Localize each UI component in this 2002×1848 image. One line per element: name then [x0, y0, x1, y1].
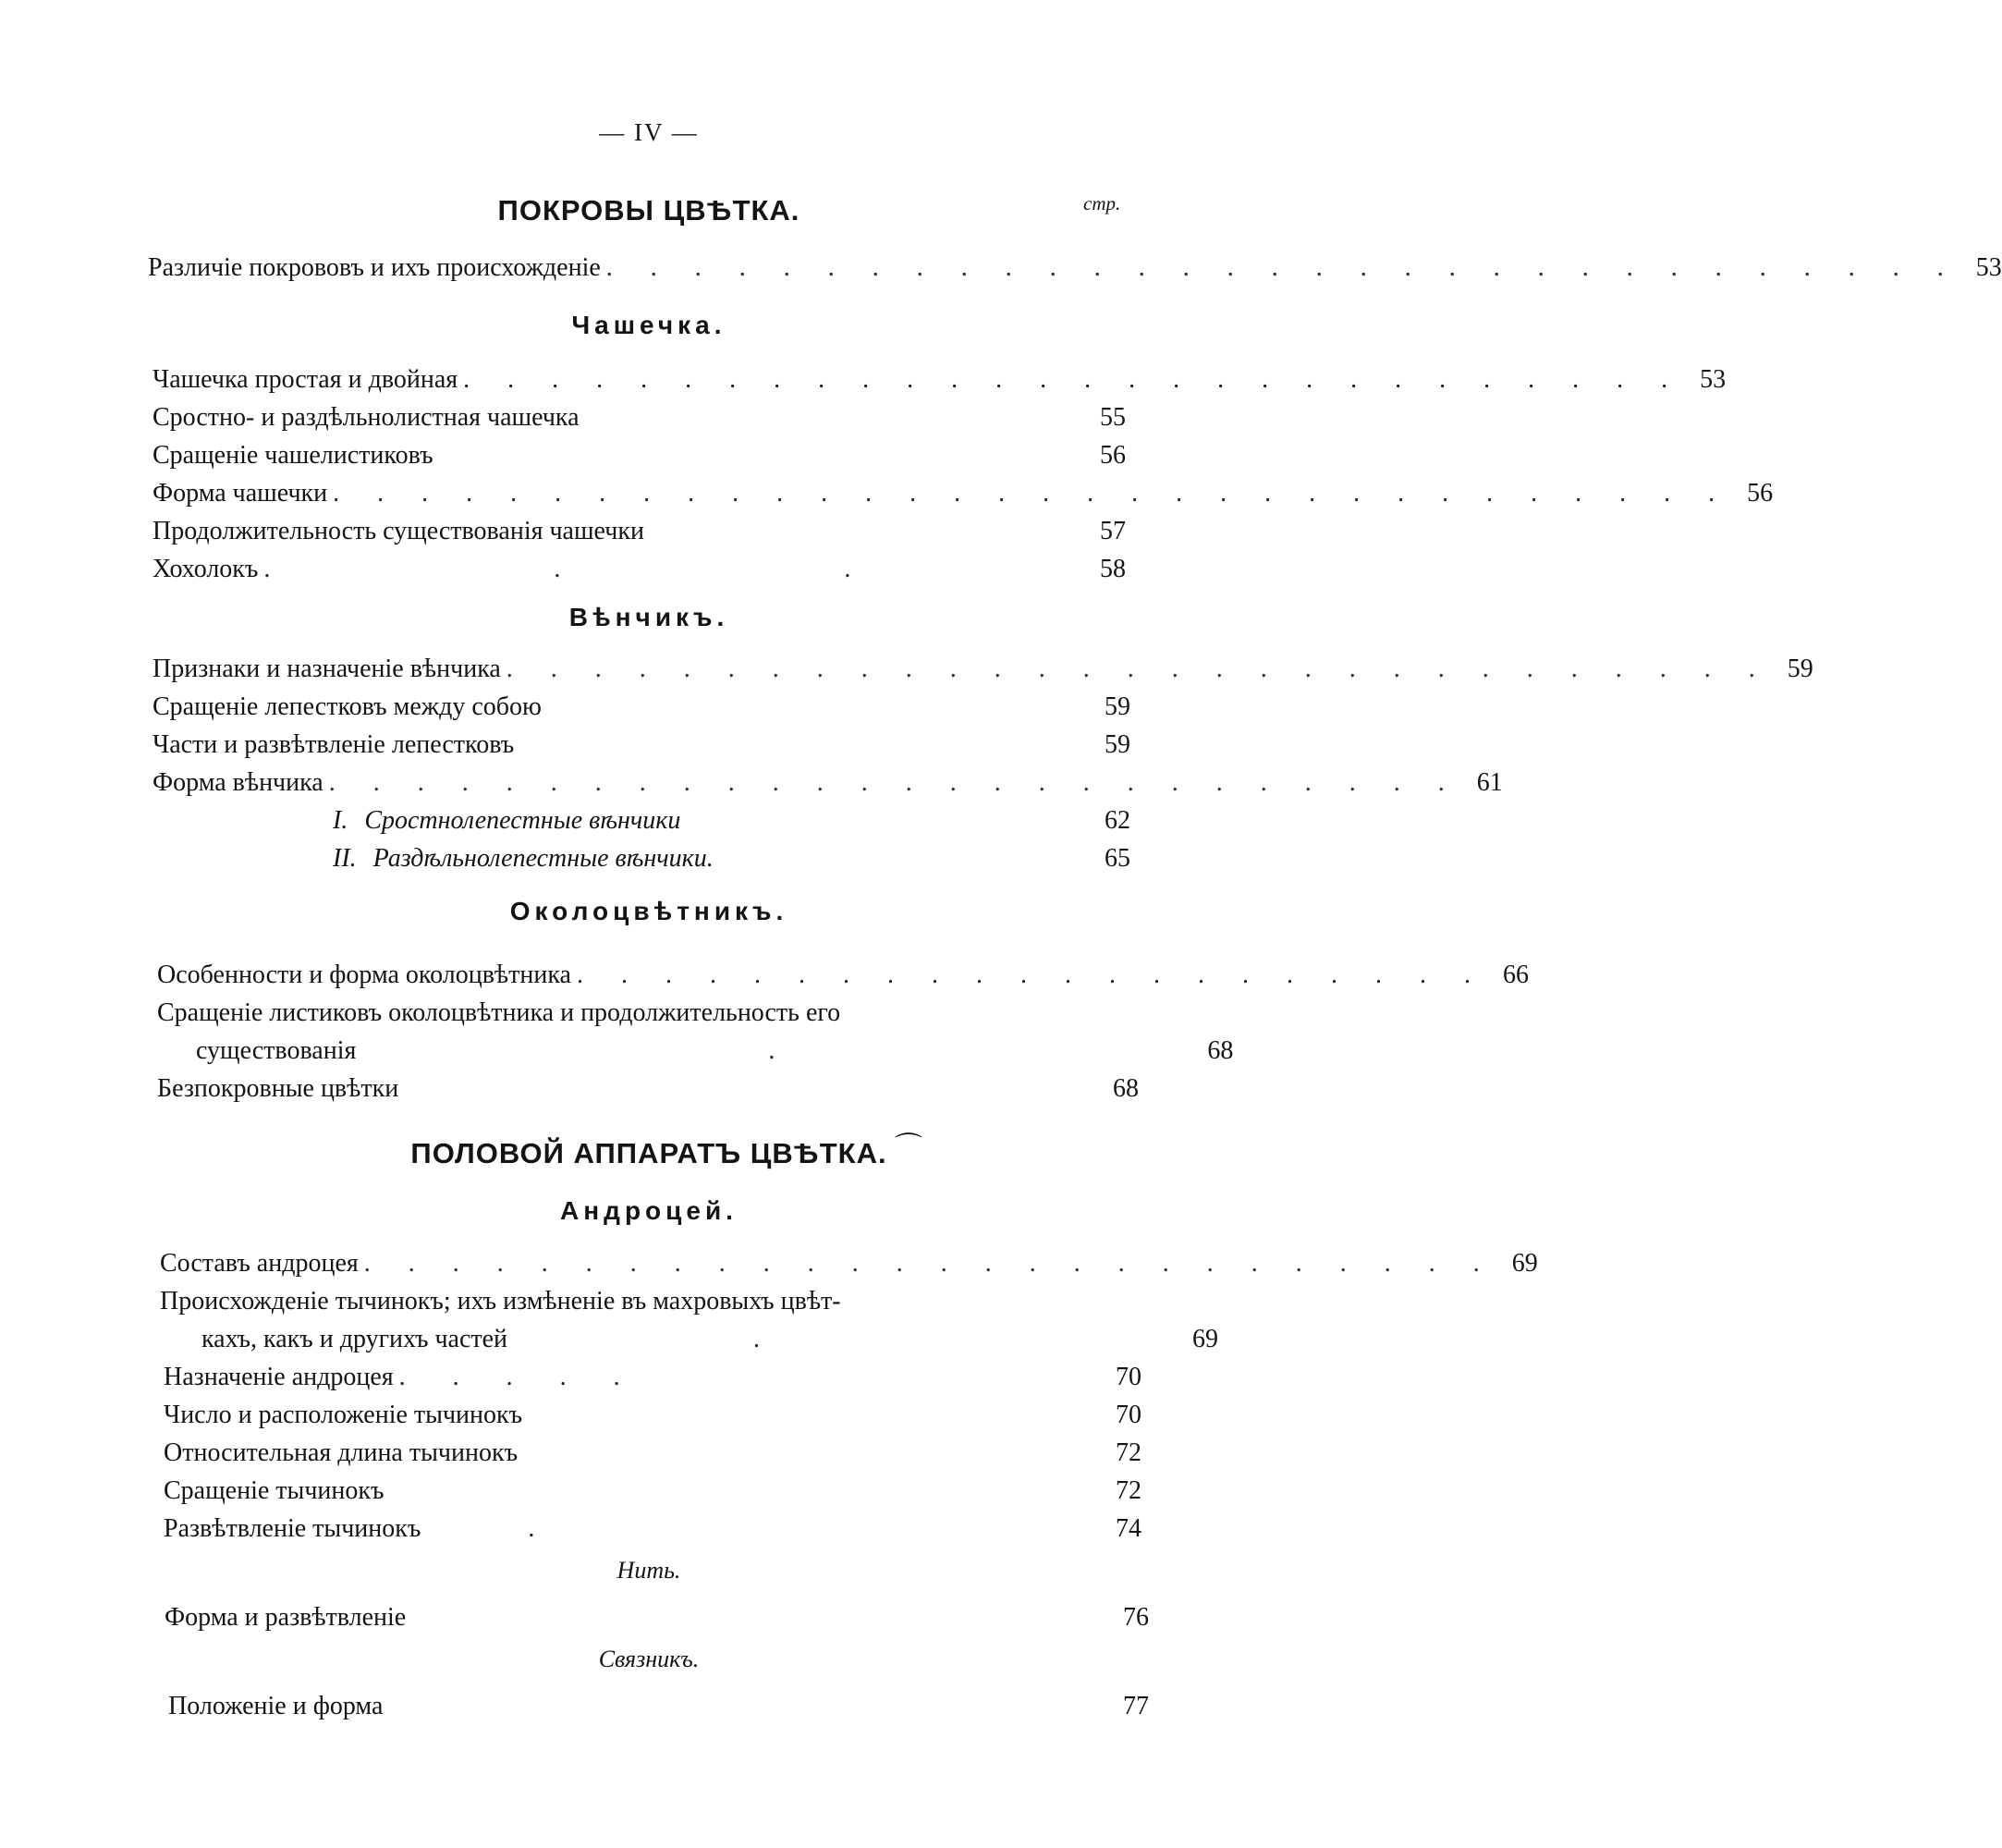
entry-page: 74 [1116, 1514, 1141, 1543]
entry-page: 68 [1113, 1074, 1139, 1103]
entry-label: Положеніе и форма [168, 1692, 384, 1720]
entry-page: 59 [1105, 692, 1130, 721]
toc-entry[interactable] [164, 1361, 1141, 1394]
toc-entry[interactable] [164, 1437, 1141, 1470]
leader-dots: . . . . . . . . . . . . . . . . . . . . . . . . . . . . [463, 365, 1684, 394]
entry-label: Хохолокъ [153, 555, 259, 583]
entry-page: 53 [1975, 253, 2002, 282]
toc-entry[interactable] [164, 1512, 1141, 1546]
subsection-title-androcey: Андроцей. [560, 1196, 738, 1225]
entry-page: 70 [1116, 1401, 1141, 1429]
entry-label: Безпокровные цвѣтки [157, 1074, 399, 1103]
entry-label: Назначеніе андроцея [164, 1363, 394, 1391]
entry-label-line2: существованія [196, 1036, 357, 1065]
entry-roman-numeral: I. [333, 806, 348, 835]
entry-page: 69 [1511, 1249, 1538, 1278]
leader-dots: . . . . . [398, 1363, 641, 1391]
entry-page: 53 [1700, 365, 1727, 394]
toc-entry[interactable] [168, 1690, 1149, 1723]
entry-page: 55 [1100, 403, 1126, 432]
entry-page: 66 [1502, 961, 1529, 989]
toc-entry[interactable] [157, 1072, 1139, 1106]
toc-entry[interactable] [160, 1247, 1538, 1280]
toc-entry[interactable] [153, 439, 1126, 472]
toc-entry[interactable] [153, 363, 1727, 397]
toc-entry[interactable] [333, 804, 1130, 838]
entry-page: 58 [1100, 555, 1126, 583]
leader-dots: . [753, 1325, 1177, 1353]
subsection-title-svyaznik: Связникъ. [598, 1646, 700, 1672]
toc-entry[interactable] [201, 1323, 1219, 1356]
entry-page: 62 [1105, 806, 1130, 835]
leader-dots: . . . . . . . . . . . . . . . . . . . . . . . . . . . . . . . [605, 253, 1959, 282]
entry-label-line1: Сращеніе листиковъ околоцвѣтника и продолжительность его [157, 998, 841, 1027]
toc-entry[interactable] [153, 728, 1130, 762]
entry-page: 61 [1476, 768, 1503, 797]
entry-page: 72 [1116, 1438, 1141, 1467]
entry-label: Форма вѣнчика [153, 768, 323, 797]
toc-entry[interactable] [153, 766, 1503, 800]
ink-mark-icon: ⌒ [895, 1132, 922, 1163]
toc-entry[interactable] [148, 251, 2002, 285]
entry-page: 56 [1100, 441, 1126, 470]
entry-page: 68 [1207, 1036, 1234, 1065]
subsection-title-okolocvetnik: Околоцвѣтникъ. [509, 897, 788, 925]
leader-dots: . [528, 1514, 951, 1543]
leader-dots: . . . . . . . . . . . . . . . . . . . . . . . . . . [363, 1249, 1495, 1278]
toc-entry[interactable] [165, 1601, 1149, 1634]
entry-label: Составъ андроцея [160, 1249, 359, 1278]
entry-label: Относительная длина тычинокъ [164, 1438, 519, 1467]
entry-label: Форма чашечки [153, 479, 328, 508]
entry-page: 59 [1787, 655, 1813, 683]
toc-entry[interactable] [153, 691, 1130, 724]
leader-dots: . . . . . . . . . . . . . . . . . . . . . . . . . . [328, 768, 1460, 797]
page-number: — IV — [599, 118, 699, 146]
toc-entry[interactable] [157, 959, 1529, 992]
toc-entry[interactable] [153, 553, 1126, 586]
entry-label: Сростнолепестные вѣнчики [364, 806, 681, 835]
entry-label: Сращеніе тычинокъ [164, 1476, 385, 1505]
section-title-polovoy-apparat: ПОЛОВОЙ АППАРАТЪ ЦВѢТКА. [410, 1137, 887, 1169]
page-column-label: стр. [1083, 192, 1121, 214]
entry-roman-numeral: II. [333, 844, 357, 873]
entry-label: Раздѣльнолепестные вѣнчики. [372, 844, 714, 873]
toc-entry[interactable] [153, 477, 1774, 510]
entry-page: 77 [1123, 1692, 1149, 1720]
leader-dots: . . . [263, 555, 990, 583]
entry-label: Сращеніе лепестковъ между собою [153, 692, 542, 721]
entry-label: Признаки и назначеніе вѣнчика [153, 655, 501, 683]
leader-dots: . . . . . . . . . . . . . . . . . . . . . . . . . . . . . [506, 655, 1771, 683]
leader-dots: . [768, 1036, 1191, 1065]
entry-page: 56 [1747, 479, 1774, 508]
subsection-title-venchik: Вѣнчикъ. [568, 603, 729, 631]
entry-page: 59 [1105, 730, 1130, 759]
entry-page: 76 [1123, 1603, 1149, 1632]
entry-label: Особенности и форма околоцвѣтника [157, 961, 571, 989]
leader-dots: . . . . . . . . . . . . . . . . . . . . . . . . . . . . . . . . [333, 479, 1731, 508]
entry-label: Развѣтвленіе тычинокъ [164, 1514, 421, 1543]
entry-label: Продолжительность существованія чашечки [153, 517, 644, 545]
entry-label: Форма и развѣтвленіе [165, 1603, 407, 1632]
entry-page: 72 [1116, 1476, 1141, 1505]
toc-entry[interactable] [164, 1475, 1141, 1508]
subsection-title-nit: Нить. [616, 1557, 681, 1584]
entry-label: Различіе покрововъ и ихъ происхожденіе [148, 253, 601, 282]
entry-page: 65 [1105, 844, 1130, 873]
subsection-title-chashechka: Чашечка. [571, 311, 726, 339]
entry-label: Чашечка простая и двойная [153, 365, 458, 394]
toc-entry[interactable] [153, 515, 1126, 548]
toc-entry[interactable] [196, 1034, 1234, 1068]
entry-label: Части и развѣтвленіе лепестковъ [153, 730, 515, 759]
entry-page: 70 [1116, 1363, 1141, 1391]
entry-label-line1: Происхожденіе тычинокъ; ихъ измѣненіе въ махровыхъ цвѣт- [160, 1287, 841, 1316]
entry-label: Число и расположеніе тычинокъ [164, 1401, 523, 1429]
toc-entry[interactable] [333, 842, 1130, 875]
entry-label-line2: кахъ, какъ и другихъ частей [201, 1325, 508, 1353]
leader-dots: . . . . . . . . . . . . . . . . . . . . . [576, 961, 1486, 989]
entry-page: 69 [1192, 1325, 1219, 1353]
entry-label: Сращеніе чашелистиковъ [153, 441, 433, 470]
entry-label: Сростно- и раздѣльнолистная чашечка [153, 403, 580, 432]
toc-entry[interactable] [153, 653, 1813, 686]
entry-page: 57 [1100, 517, 1126, 545]
toc-entry[interactable] [153, 401, 1126, 434]
toc-entry[interactable] [164, 1399, 1141, 1432]
section-title-pokrovy: ПОКРОВЫ ЦВѢТКА. [497, 194, 800, 226]
